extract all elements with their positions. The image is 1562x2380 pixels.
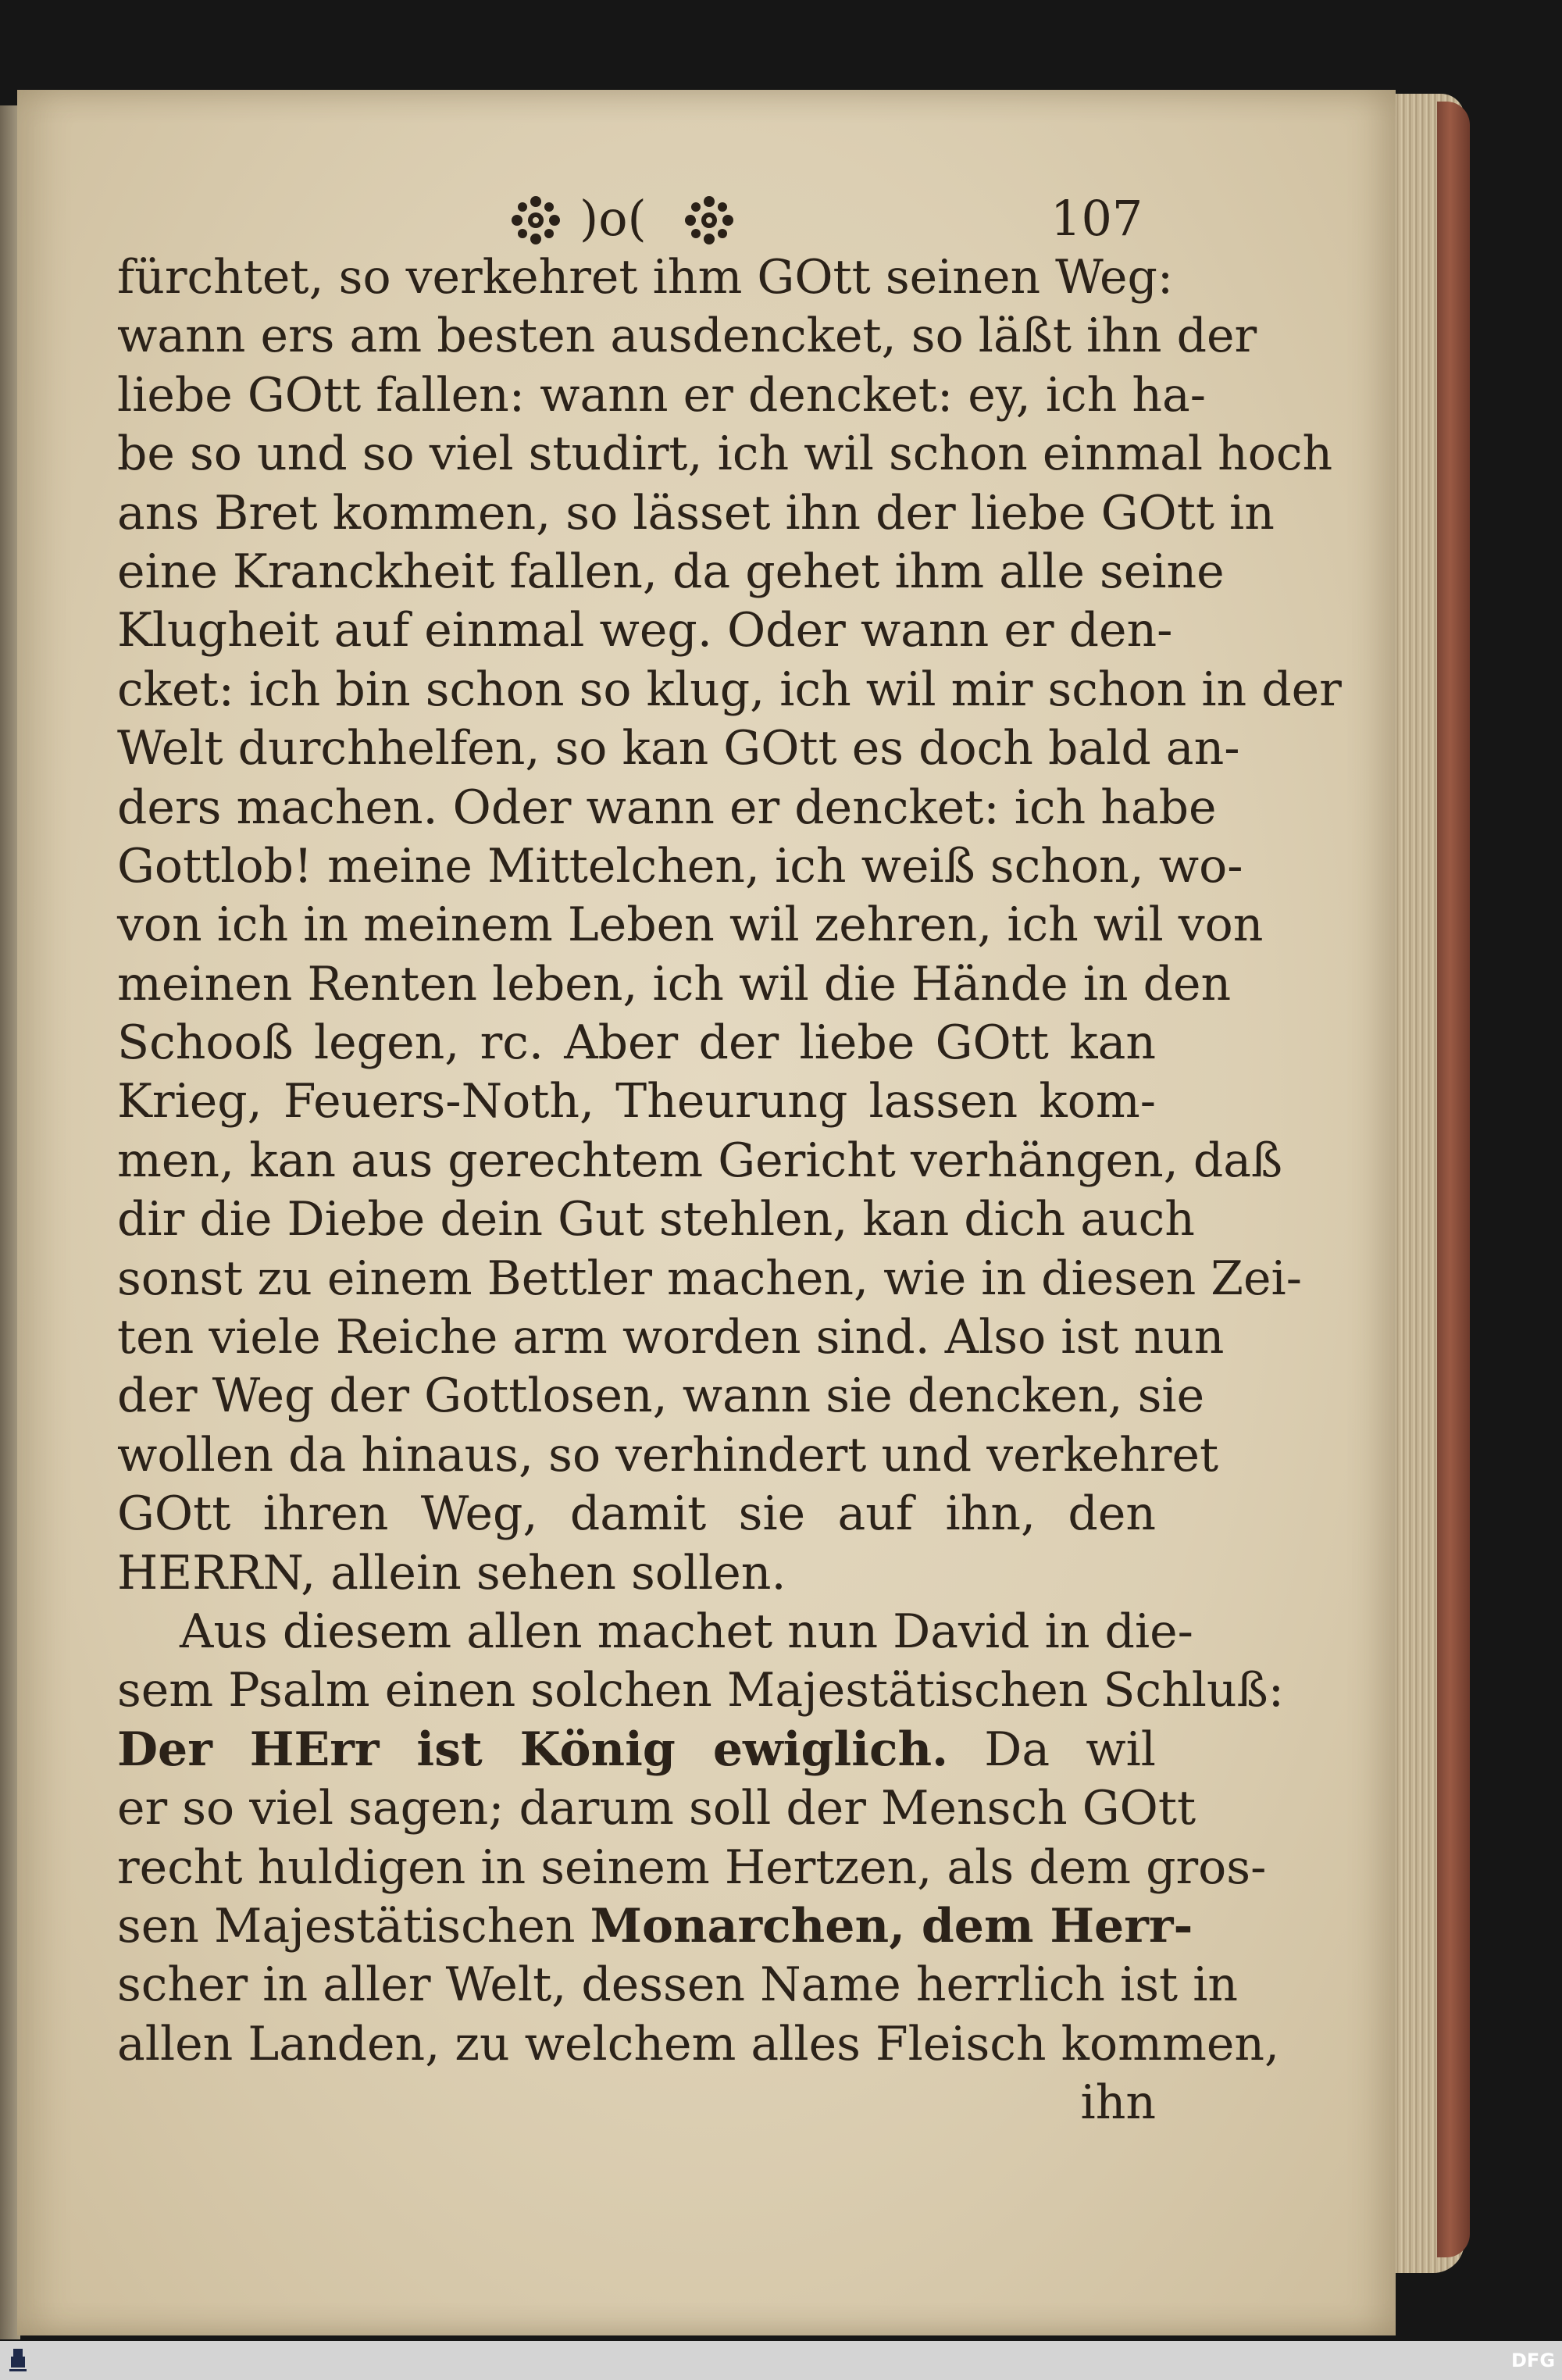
text-line	[117, 1721, 1156, 1779]
text-span: sen Majestätischen	[117, 1898, 576, 1954]
floral-ornament-icon	[508, 192, 564, 248]
text-line: recht huldigen in seinem Hertzen, als dem gros-	[117, 1839, 1267, 1895]
text-line: er so viel sagen; darum soll der Mensch GOtt	[117, 1781, 1196, 1836]
floral-ornament-icon	[681, 192, 737, 248]
text-line: sem Psalm einen solchen Majestätischen Schluß:	[117, 1663, 1284, 1718]
text-line: fürchtet, so verkehret ihm GOtt seinen Weg:	[117, 250, 1174, 305]
emphasized-quote: Der HErr ist König ewiglich.	[117, 1722, 949, 1777]
dfg-logo: DFG	[1511, 2350, 1556, 2371]
text-line: Schooß legen, rc. Aber der liebe GOtt kan	[117, 1015, 1156, 1071]
body-text	[117, 248, 1342, 2133]
book-cover-edge	[1437, 102, 1470, 2257]
text-span: Da wil	[984, 1722, 1156, 1777]
text-line: Krieg, Feuers-Noth, Theurung lassen kom-	[117, 1074, 1156, 1129]
text-line: dir die Diebe dein Gut stehlen, kan dich auch	[117, 1192, 1195, 1247]
library-logo-icon	[6, 2347, 30, 2374]
text-line: Gottlob! meine Mittelchen, ich weiß schon, wo-	[117, 838, 1243, 894]
text-line: der Weg der Gottlosen, wann sie dencken, sie	[117, 1368, 1205, 1424]
text-line: eine Kranckheit fallen, da gehet ihm alle seine	[117, 544, 1225, 599]
text-line: liebe GOtt fallen: wann er dencket: ey, ich ha-	[117, 367, 1207, 423]
text-line: scher in aller Welt, dessen Name herrlich ist in	[117, 1957, 1239, 2013]
text-line: wollen da hinaus, so verhindert und verkehret	[117, 1427, 1219, 1483]
text-line: HERRN, allein sehen sollen.	[117, 1545, 786, 1600]
page-number: 107	[1050, 190, 1143, 247]
text-line: von ich in meinem Leben wil zehren, ich wil von	[117, 897, 1264, 953]
text-line: wann ers am besten ausdencket, so läßt ihn der	[117, 309, 1257, 364]
text-line: allen Landen, zu welchem alles Fleisch kommen,	[117, 2016, 1280, 2071]
text-line: ders machen. Oder wann er dencket: ich habe	[117, 780, 1217, 835]
emphasized-word: Monarchen, dem Herr-	[590, 1898, 1193, 1954]
text-line	[117, 1897, 1193, 1956]
running-header	[500, 187, 1143, 250]
text-line: men, kan aus gerechtem Gericht verhängen, daß	[117, 1133, 1283, 1188]
text-line: cket: ich bin schon so klug, ich wil mir schon in der	[117, 662, 1342, 717]
text-line: ten viele Reiche arm worden sind. Also ist nun	[117, 1310, 1225, 1365]
text-line: sonst zu einem Bettler machen, wie in diesen Zei-	[117, 1251, 1302, 1306]
text-line: Klugheit auf einmal weg. Oder wann er den-	[117, 603, 1173, 658]
text-line: ans Bret kommen, so lässet ihn der liebe GOtt in	[117, 485, 1275, 541]
text-line: Welt durchhelfen, so kan GOtt es doch bald an-	[117, 721, 1240, 776]
header-separator: )o(	[580, 190, 647, 247]
text-line: meinen Renten leben, ich wil die Hände in den	[117, 956, 1232, 1012]
catchword: ihn	[1080, 2075, 1156, 2131]
viewer-footer-bar	[0, 2341, 1562, 2380]
paragraph-start-line: Aus diesem allen machet nun David in die-	[180, 1604, 1193, 1659]
text-line: GOtt ihren Weg, damit sie auf ihn, den	[117, 1486, 1156, 1542]
text-line: be so und so viel studirt, ich wil schon einmal hoch	[117, 426, 1333, 482]
